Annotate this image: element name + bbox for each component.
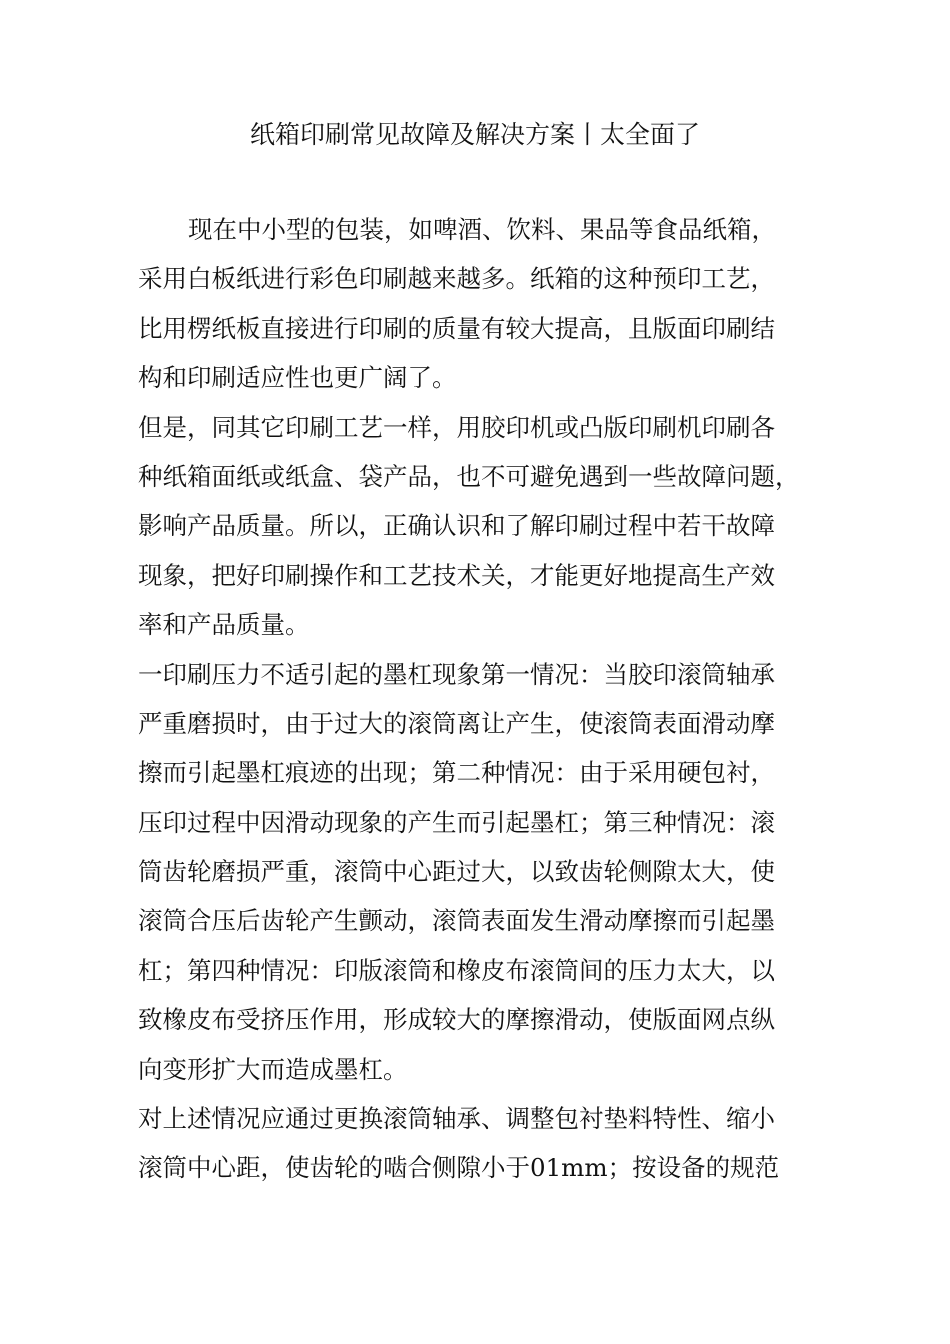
paragraph-line: 向变形扩大而造成墨杠。	[138, 1054, 408, 1084]
paragraph-line: 构和印刷适应性也更广阔了。	[138, 363, 457, 393]
document-body	[138, 205, 818, 1193]
document-title: 纸箱印刷常见故障及解决方案丨太全面了	[249, 120, 700, 149]
paragraph-line: 但是，同其它印刷工艺一样，用胶印机或凸版印刷机印刷各	[138, 412, 775, 442]
paragraph-line: 杠；第四种情况：印版滚筒和橡皮布滚筒间的压力太大，以	[138, 955, 775, 985]
paragraph-line: 影响产品质量。所以，正确认识和了解印刷过程中若干故障	[138, 511, 775, 541]
paragraph-line: 致橡皮布受挤压作用，形成较大的摩擦滑动，使版面网点纵	[138, 1005, 775, 1035]
paragraph-line: 擦而引起墨杠痕迹的出现；第二种情况：由于采用硬包衬，	[138, 758, 775, 788]
paragraph-line: 种纸箱面纸或纸盒、袋产品，也不可避免遇到一些故障问题，	[138, 461, 800, 491]
paragraph-line: 压印过程中因滑动现象的产生而引起墨杠；第三种情况：滚	[138, 807, 775, 837]
paragraph-line: 严重磨损时，由于过大的滚筒离让产生，使滚筒表面滑动摩	[138, 708, 775, 738]
paragraph-line: 采用白板纸进行彩色印刷越来越多。纸箱的这种预印工艺，	[138, 264, 775, 294]
paragraph-line: 滚筒中心距，使齿轮的啮合侧隙小于01mm；按设备的规范	[138, 1153, 780, 1183]
paragraph-line: 现在中小型的包装，如啤酒、饮料、果品等食品纸箱，	[188, 215, 776, 244]
paragraph-line: 滚筒合压后齿轮产生颤动，滚筒表面发生滑动摩擦而引起墨	[138, 906, 775, 936]
paragraph-line: 比用楞纸板直接进行印刷的质量有较大提高，且版面印刷结	[138, 313, 775, 343]
paragraph-line: 一印刷压力不适引起的墨杠现象第一情况：当胶印滚筒轴承	[138, 659, 775, 689]
paragraph-line: 率和产品质量。	[138, 610, 310, 640]
paragraph-line: 对上述情况应通过更换滚筒轴承、调整包衬垫料特性、缩小	[138, 1104, 775, 1134]
paragraph-line: 筒齿轮磨损严重，滚筒中心距过大，以致齿轮侧隙太大，使	[138, 857, 775, 887]
paragraph-line: 现象，把好印刷操作和工艺技术关，才能更好地提高生产效	[138, 560, 775, 590]
